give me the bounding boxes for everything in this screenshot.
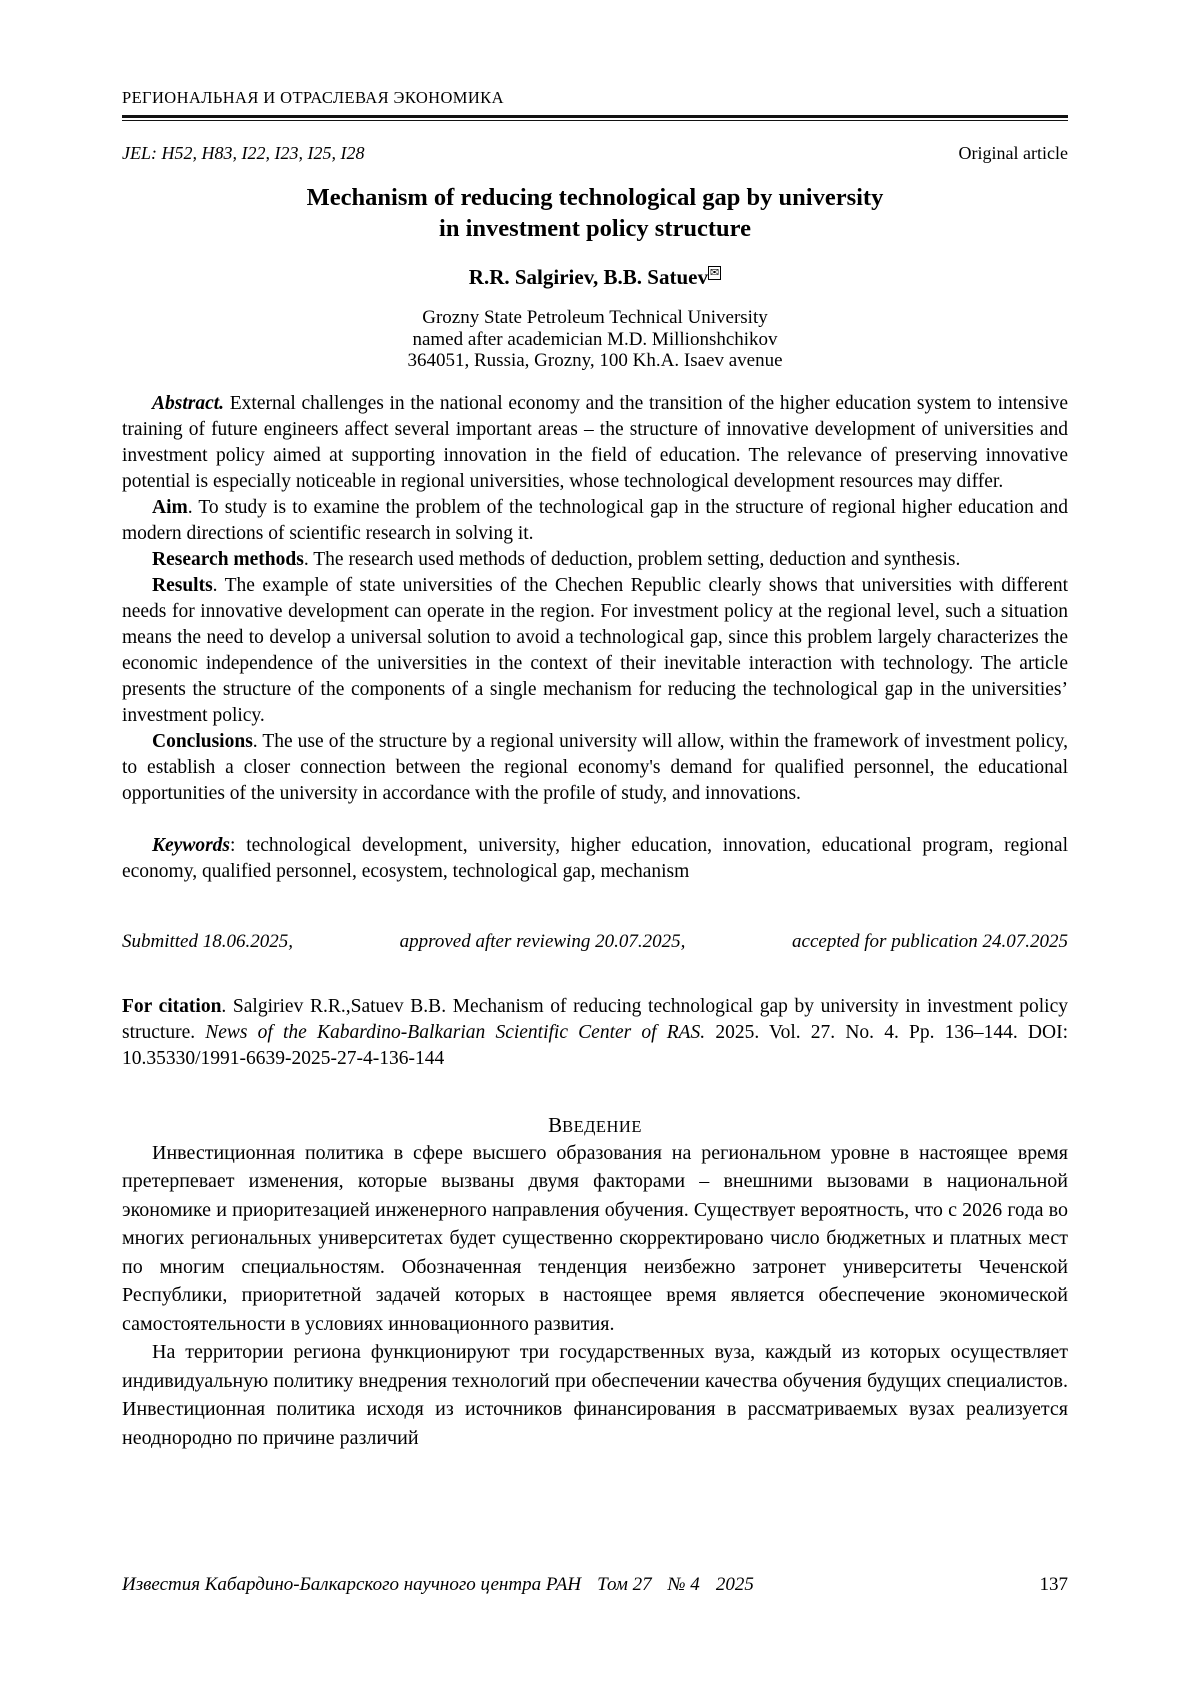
research-methods-paragraph: Research methods. The research used methods of deduction, problem setting, deduction and synthesis. (152, 548, 961, 570)
introduction-body (122, 1139, 1068, 1453)
citation-journal-name: News of the Kabardino-Balkarian Scientific Center of RAS. (205, 1021, 706, 1043)
affiliation-line-3: 364051, Russia, Grozny, 100 Kh.A. Isaev avenue (407, 350, 783, 371)
author-names: R.R. Salgiriev, B.B. Satuev (468, 265, 708, 289)
article-type-label: Original article (958, 143, 1068, 163)
introduction-heading: ВВЕДЕНИЕ (548, 1112, 642, 1137)
conclusions-paragraph: Conclusions. The use of the structure by a regional university will allow, within the framework of investment policy, to establish a closer connection between the regional economy's demand for qualified personnel, the educational opportunities of the university in accordance with the profile of study, and innovations. (122, 730, 1068, 804)
abstract-label: Abstract. (152, 392, 225, 414)
journal-section-header: РЕГИОНАЛЬНАЯ И ОТРАСЛЕВАЯ ЭКОНОМИКА (122, 88, 504, 107)
header-rule-thick (122, 115, 1068, 118)
citation-label: For citation (122, 995, 222, 1017)
submission-dates-row (122, 931, 1068, 953)
affiliation-line-1: Grozny State Petroleum Technical University (422, 307, 768, 328)
abstract-text: External challenges in the national economy and the transition of the higher education system to intensive training of future engineers affect several important areas – the structure of innovative development of universities and investment policy aimed at supporting innovation in the field of education. The relevance of preserving innovative potential is especially noticeable in regional universities, whose technological development resources may differ. (122, 392, 1068, 492)
conclusions-label: Conclusions (152, 730, 253, 752)
results-paragraph: Results. The example of state universities of the Chechen Republic clearly shows that universities with different needs for innovative development can operate in the region. For investment policy at the regional level, such a situation means the need to develop a universal solution to avoid a technological gap, since this problem largely characterizes the economic independence of the universities in the context of their inevitable interaction with technology. The article presents the structure of the components of a single mechanism for reducing the technological gap in the universities’ investment policy. (122, 574, 1069, 726)
abstract-block (122, 391, 1068, 807)
page-footer (122, 1574, 1068, 1596)
aim-paragraph: Aim. To study is to examine the problem of the technological gap in the structure of regional higher education and modern directions of scientific research in solving it. (122, 496, 1068, 544)
footer-page-number: 137 (1039, 1574, 1068, 1595)
corresponding-author-envelope-icon: ✉ (709, 266, 720, 279)
keywords-text: technological development, university, higher education, innovation, educational program, regional economy, qualified personnel, ecosystem, technological gap, mechanism (122, 834, 1068, 882)
research-methods-label: Research methods (152, 548, 304, 570)
aim-label: Aim (152, 496, 188, 518)
authors-line (122, 265, 1068, 290)
affiliation-line-2: named after academician M.D. Millionshchikov (412, 328, 778, 350)
approved-date: approved after reviewing 20.07.2025, (399, 930, 686, 952)
results-label: Results (152, 574, 213, 596)
aim-text: To study is to examine the problem of the technological gap in the structure of regional higher education and modern directions of scientific research in solving it. (122, 496, 1068, 544)
header-rule (122, 115, 1068, 121)
footer-journal-line (122, 1574, 754, 1596)
abstract-paragraph (122, 391, 1068, 495)
affiliation-block (122, 307, 1068, 372)
research-methods-text: The research used methods of deduction, problem setting, deduction and synthesis. (313, 548, 961, 570)
citation-paragraph: For citation. Salgiriev R.R.,Satuev B.B. Mechanism of reducing technological gap by university in investment policy structure. News of the Kabardino-Balkarian Scientific Center of RAS. 2025. Vol. 27. No. 4. Pp. 136–144. DOI: 10.35330/1991-6639-2025-27-4-136-144 (122, 995, 1068, 1069)
footer-volume: Том 27 (597, 1574, 652, 1595)
introduction-paragraph-1: Инвестиционная политика в сфере высшего образования на региональном уровне в настоящее время претерпевает изменения, которые вызваны двумя факторами – внешними вызовами в национальной экономике и приоритезацией инженерного направления обучения. Существует вероятность, что с 2026 года во многих региональных университетах будет существенно скорректировано число бюджетных и платных мест по многим специальностям. Обозначенная тенденция неизбежно затронет университеты Чеченской Республики, приоритетной задачей которых в настоящее время является обеспечение экономической самостоятельности в условиях инновационного развития. (122, 1141, 1068, 1335)
article-title-line1: Mechanism of reducing technological gap by university (306, 184, 884, 211)
jel-codes: JEL: H52, H83, I22, I23, I25, I28 (122, 143, 365, 163)
article-title (122, 182, 1068, 244)
article-meta-row (122, 143, 1068, 164)
submitted-date: Submitted 18.06.2025, (122, 930, 293, 952)
introduction-paragraph-2: На территории региона функционируют три государственных вуза, каждый из которых осуществляет индивидуальную политику внедрения технологий при обеспечении качества обучения будущих специалистов. Инвестиционная политика исходя из источников финансирования в рассматриваемых вузах реализуется неоднородно по причине различий (122, 1341, 1068, 1449)
keywords-label: Keywords (152, 834, 230, 856)
accepted-date: accepted for publication 24.07.2025 (792, 930, 1068, 952)
conclusions-text: The use of the structure by a regional university will allow, within the framework of investment policy, to establish a closer connection between the regional economy's demand for qualified personnel, the educational opportunities of the university in accordance with the profile of study, and innovations. (122, 730, 1068, 804)
footer-issue: № 4 (667, 1574, 700, 1595)
footer-journal-name: Известия Кабардино-Балкарского научного центра РАН (122, 1574, 582, 1595)
article-title-line2: in investment policy structure (439, 215, 751, 242)
header-rule-thin (122, 120, 1068, 121)
results-text: The example of state universities of the Chechen Republic clearly shows that universities with different needs for innovative development can operate in the region. For investment policy at the regional level, such a situation means the need to develop a universal solution to avoid a technological gap, since this problem largely characterizes the economic independence of the universities in the context of their inevitable interaction with technology. The article presents the structure of the components of a single mechanism for reducing the technological gap in the universities’ investment policy. (122, 574, 1069, 726)
footer-year: 2025 (715, 1574, 754, 1595)
keywords-paragraph: Keywords: technological development, university, higher education, innovation, educational program, regional economy, qualified personnel, ecosystem, technological gap, mechanism (122, 834, 1068, 882)
citation-details: 2025. Vol. 27. No. 4. Pp. 136–144. DOI: 10.35330/1991-6639-2025-27-4-136-144 (122, 1021, 1068, 1069)
